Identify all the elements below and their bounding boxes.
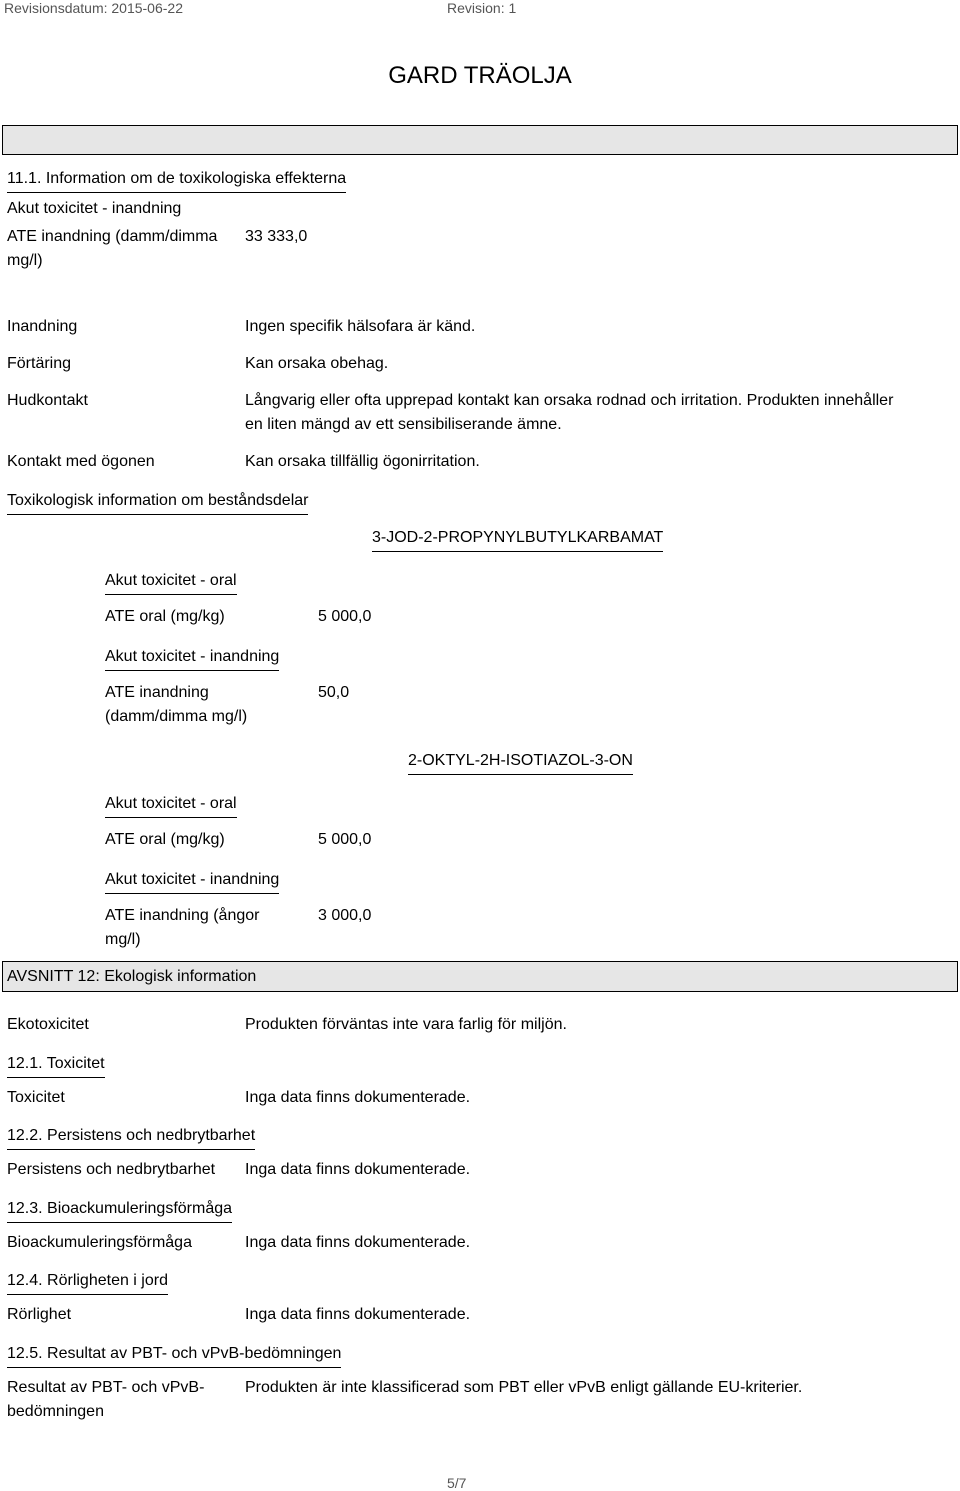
subsection-12-5-label-line1: Resultat av PBT- och vPvB- [7,1379,205,1396]
revision-date: Revisionsdatum: 2015-06-22 [4,0,183,16]
ingredient-2-inhal-label-line1: ATE inandning (ångor [105,907,260,924]
subsection-12-2-label: Persistens och nedbrytbarhet [7,1161,216,1178]
ate-inhalation-value: 33 333,0 [245,228,308,245]
ate-inhalation-label-line1: ATE inandning (damm/dimma [7,228,218,245]
subsection-12-5-label-line2: bedömningen [7,1403,104,1420]
ingredient-2-inhal-value: 3 000,0 [318,907,372,924]
effect-text-skin-line2: en liten mängd av ett sensibiliserande ämne. [245,416,562,433]
ate-inhalation-label-line2: mg/l) [7,252,43,269]
ingredient-2-inhal-label-line2: mg/l) [105,931,141,948]
subsection-12-1-text: Inga data finns dokumenterade. [245,1089,471,1106]
ingredients-heading: Toxikologisk information om beståndsdelar [7,489,308,515]
ingredient-1-inhal-heading: Akut toxicitet - inandning [105,645,279,671]
section-11-1-heading: 11.1. Information om de toxikologiska effekterna [7,167,346,193]
ingredient-1-inhal-label-line2: (damm/dimma mg/l) [105,708,248,725]
section-12-heading: AVSNITT 12: Ekologisk information [7,968,257,985]
effect-text-eyes: Kan orsaka tillfällig ögonirritation. [245,453,480,470]
ingredient-1-oral-heading: Akut toxicitet - oral [105,569,237,595]
product-title: GARD TRÄOLJA [388,62,572,89]
page-number: 5/7 [447,1475,467,1491]
subsection-12-2-heading: 12.2. Persistens och nedbrytbarhet [7,1124,255,1150]
ingredient-2-oral-label: ATE oral (mg/kg) [105,831,225,848]
effect-label-eyes: Kontakt med ögonen [7,453,155,470]
ecotox-label: Ekotoxicitet [7,1016,89,1033]
ingredient-1-oral-label: ATE oral (mg/kg) [105,608,225,625]
subsection-12-4-label: Rörlighet [7,1306,72,1323]
subsection-12-4-text: Inga data finns dokumenterade. [245,1306,471,1323]
subsection-12-2-text: Inga data finns dokumenterade. [245,1161,471,1178]
ingredient-2-inhal-heading: Akut toxicitet - inandning [105,868,279,894]
effect-label-ingestion: Förtäring [7,355,72,372]
subsection-12-5-text: Produkten är inte klassificerad som PBT eller vPvB enligt gällande EU-kriterier. [245,1379,803,1396]
ingredient-1-inhal-label-line1: ATE inandning [105,684,209,701]
effect-text-ingestion: Kan orsaka obehag. [245,355,389,372]
ingredient-2-name: 2-OKTYL-2H-ISOTIAZOL-3-ON [408,749,633,775]
section-11-header-bar [2,125,958,155]
effect-label-inhalation: Inandning [7,318,78,335]
subsection-12-3-label: Bioackumuleringsförmåga [7,1234,192,1251]
effect-label-skin: Hudkontakt [7,392,88,409]
subsection-12-3-text: Inga data finns dokumenterade. [245,1234,471,1251]
subsection-12-3-heading: 12.3. Bioackumuleringsförmåga [7,1197,232,1223]
ingredient-2-oral-heading: Akut toxicitet - oral [105,792,237,818]
ingredient-1-inhal-value: 50,0 [318,684,350,701]
ingredient-1-name: 3-JOD-2-PROPYNYLBUTYLKARBAMAT [372,526,663,552]
effect-text-inhalation: Ingen specifik hälsofara är känd. [245,318,476,335]
ecotox-text: Produkten förväntas inte vara farlig för miljön. [245,1016,567,1033]
ingredient-2-oral-value: 5 000,0 [318,831,372,848]
ingredient-1-oral-value: 5 000,0 [318,608,372,625]
subsection-12-4-heading: 12.4. Rörligheten i jord [7,1269,168,1295]
acute-inhalation-heading: Akut toxicitet - inandning [7,200,182,217]
revision-number: Revision: 1 [447,0,517,16]
effect-text-skin-line1: Långvarig eller ofta upprepad kontakt kan orsaka rodnad och irritation. Produkten innehåller [245,392,894,409]
subsection-12-5-heading: 12.5. Resultat av PBT- och vPvB-bedömningen [7,1342,341,1368]
subsection-12-1-label: Toxicitet [7,1089,65,1106]
subsection-12-1-heading: 12.1. Toxicitet [7,1052,105,1078]
